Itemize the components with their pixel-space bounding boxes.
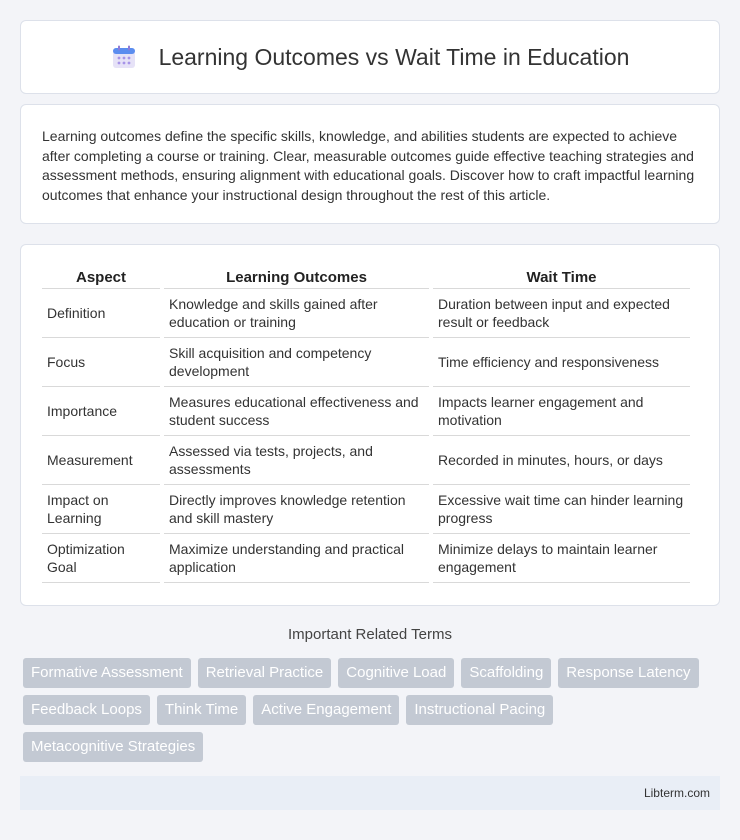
footer-site-link[interactable]: Libterm.com <box>643 786 710 800</box>
tag-feedback-loops[interactable]: Feedback Loops <box>23 695 150 725</box>
intro-card <box>20 104 720 224</box>
cell-learning-outcomes: Skill acquisition and competency development <box>164 338 429 387</box>
cell-aspect: Optimization Goal <box>42 534 160 583</box>
table-row <box>42 534 690 583</box>
cell-learning-outcomes: Maximize understanding and practical application <box>164 534 429 583</box>
intro-text: Learning outcomes define the specific skills, knowledge, and abilities students are expected to achieve after completing a course or training. Clear, measurable outcomes guide effective teaching strategies and assessment methods, ensuring alignment with educational goals. Discover how to craft impactful learning outcomes that enhance your instructional design throughout the rest of this article. <box>42 128 695 203</box>
comparison-card <box>20 244 720 606</box>
calendar-icon <box>111 44 137 70</box>
cell-aspect: Measurement <box>42 436 160 485</box>
cell-learning-outcomes: Measures educational effectiveness and student success <box>164 387 429 436</box>
cell-learning-outcomes: Assessed via tests, projects, and assessments <box>164 436 429 485</box>
cell-aspect: Impact on Learning <box>42 485 160 534</box>
tag-instructional-pacing[interactable]: Instructional Pacing <box>406 695 553 725</box>
tag-think-time[interactable]: Think Time <box>157 695 246 725</box>
cell-learning-outcomes: Directly improves knowledge retention and skill mastery <box>164 485 429 534</box>
cell-learning-outcomes: Knowledge and skills gained after education or training <box>164 289 429 338</box>
cell-wait-time: Time efficiency and responsiveness <box>433 338 690 387</box>
header-learning-outcomes: Learning Outcomes <box>164 267 429 289</box>
cell-wait-time: Duration between input and expected result or feedback <box>433 289 690 338</box>
cell-wait-time: Excessive wait time can hinder learning progress <box>433 485 690 534</box>
tag-scaffolding[interactable]: Scaffolding <box>461 658 551 688</box>
table-header-row <box>42 267 690 289</box>
header-aspect: Aspect <box>42 267 160 289</box>
header-card <box>20 20 720 94</box>
cell-aspect: Definition <box>42 289 160 338</box>
tag-response-latency[interactable]: Response Latency <box>558 658 698 688</box>
related-terms-tags <box>23 658 723 762</box>
page-title: Learning Outcomes vs Wait Time in Education <box>158 43 630 70</box>
related-terms-title: Important Related Terms <box>288 626 452 643</box>
tag-formative-assessment[interactable]: Formative Assessment <box>23 658 191 688</box>
tag-cognitive-load[interactable]: Cognitive Load <box>338 658 454 688</box>
tag-metacognitive-strategies[interactable]: Metacognitive Strategies <box>23 732 203 762</box>
table-row <box>42 289 690 338</box>
footer <box>20 776 720 810</box>
cell-wait-time: Recorded in minutes, hours, or days <box>433 436 690 485</box>
table-row <box>42 436 690 485</box>
tag-retrieval-practice[interactable]: Retrieval Practice <box>198 658 332 688</box>
comparison-table <box>38 267 694 583</box>
tag-active-engagement[interactable]: Active Engagement <box>253 695 399 725</box>
cell-aspect: Focus <box>42 338 160 387</box>
table-row <box>42 387 690 436</box>
table-row <box>42 338 690 387</box>
cell-aspect: Importance <box>42 387 160 436</box>
header-wait-time: Wait Time <box>433 267 690 289</box>
table-row <box>42 485 690 534</box>
cell-wait-time: Minimize delays to maintain learner engagement <box>433 534 690 583</box>
cell-wait-time: Impacts learner engagement and motivation <box>433 387 690 436</box>
